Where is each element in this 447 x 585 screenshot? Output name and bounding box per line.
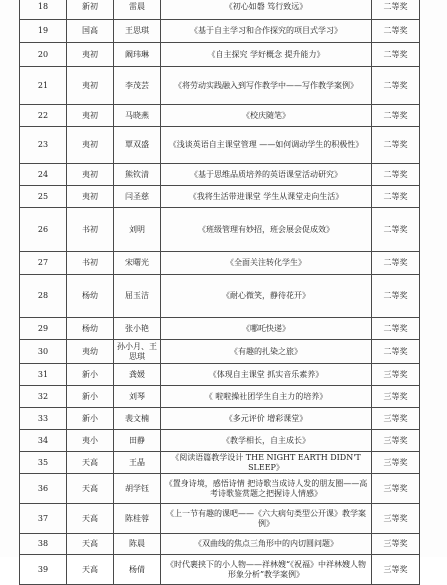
award-level-cell: 三等奖 — [372, 386, 420, 408]
award-level-cell: 三等奖 — [372, 534, 420, 555]
school-cell: 新初 — [67, 0, 114, 20]
table-row — [20, 474, 420, 504]
award-level-cell: 二等奖 — [372, 252, 420, 275]
row-number-cell: 24 — [20, 164, 67, 186]
teacher-name-cell: 陈晨 — [114, 534, 161, 555]
award-level-cell: 二等奖 — [372, 105, 420, 127]
paper-title-cell: 《自主探究 学好概念 提升能力》 — [161, 43, 372, 67]
teacher-name-cell: 刘明 — [114, 208, 161, 252]
award-level-cell: 二等奖 — [372, 186, 420, 208]
teacher-name-cell: 陈桂蓉 — [114, 504, 161, 534]
paper-title-cell: 《全面关注转化学生》 — [161, 252, 372, 275]
row-number-cell: 37 — [20, 504, 67, 534]
school-cell: 夷初 — [67, 43, 114, 67]
table-row — [20, 67, 420, 105]
table-row — [20, 275, 420, 318]
table-row — [20, 186, 420, 208]
teacher-name-cell: 阚玮琳 — [114, 43, 161, 67]
row-number-cell: 31 — [20, 364, 67, 386]
paper-title-cell: 《时代裹挟下的小人物——祥林嫂“《祝福》中祥林嫂人物形象分析”教学案例》 — [161, 555, 372, 585]
table-row — [20, 430, 420, 452]
school-cell: 新小 — [67, 408, 114, 430]
paper-title-cell: 《初心如磐 笃行致远》 — [161, 0, 372, 20]
teacher-name-cell: 宋曙光 — [114, 252, 161, 275]
table-row — [20, 127, 420, 164]
award-level-cell: 二等奖 — [372, 127, 420, 164]
school-cell: 夷初 — [67, 127, 114, 164]
table-row — [20, 208, 420, 252]
teacher-name-cell: 王思琪 — [114, 20, 161, 43]
paper-title-cell: 《 啦啦操社团学生自主力的培养》 — [161, 386, 372, 408]
award-level-cell: 三等奖 — [372, 430, 420, 452]
school-cell: 新小 — [67, 386, 114, 408]
paper-title-cell: 《我将生活带进课堂 学生从课堂走向生活》 — [161, 186, 372, 208]
table-row — [20, 534, 420, 555]
teacher-name-cell: 裴文楠 — [114, 408, 161, 430]
award-level-cell: 二等奖 — [372, 275, 420, 318]
award-level-cell: 二等奖 — [372, 208, 420, 252]
table-row — [20, 164, 420, 186]
table-row — [20, 105, 420, 127]
table-row — [20, 318, 420, 340]
paper-title-cell: 《耐心微笑，静待花开》 — [161, 275, 372, 318]
paper-title-cell: 《班级管理有妙招，班会展会促成效》 — [161, 208, 372, 252]
teacher-name-cell: 张小艳 — [114, 318, 161, 340]
school-cell: 新小 — [67, 364, 114, 386]
award-level-cell: 三等奖 — [372, 504, 420, 534]
table-row — [20, 555, 420, 585]
row-number-cell: 36 — [20, 474, 67, 504]
award-level-cell: 二等奖 — [372, 20, 420, 43]
teacher-name-cell: 雷晨 — [114, 0, 161, 20]
teacher-name-cell: 龚媛 — [114, 364, 161, 386]
school-cell: 夷初 — [67, 164, 114, 186]
row-number-cell: 29 — [20, 318, 67, 340]
teacher-name-cell: 刘琴 — [114, 386, 161, 408]
award-level-cell: 三等奖 — [372, 452, 420, 474]
row-number-cell: 28 — [20, 275, 67, 318]
paper-title-cell: 《浅谈英语自主课堂管理 ——如何调动学生的积极性》 — [161, 127, 372, 164]
row-number-cell: 38 — [20, 534, 67, 555]
row-number-cell: 22 — [20, 105, 67, 127]
paper-title-cell: 《体现自主课堂 抓实音乐素养》 — [161, 364, 372, 386]
teacher-name-cell: 杨倩 — [114, 555, 161, 585]
table-row — [20, 408, 420, 430]
row-number-cell: 27 — [20, 252, 67, 275]
award-level-cell: 三等奖 — [372, 408, 420, 430]
teacher-name-cell: 田静 — [114, 430, 161, 452]
paper-title-cell: 《将劳动实践融入到写作教学中——写作教学案例》 — [161, 67, 372, 105]
award-level-cell: 二等奖 — [372, 164, 420, 186]
row-number-cell: 35 — [20, 452, 67, 474]
school-cell: 天高 — [67, 534, 114, 555]
school-cell: 杨幼 — [67, 275, 114, 318]
teacher-name-cell: 屈玉洁 — [114, 275, 161, 318]
teacher-name-cell: 覃双盛 — [114, 127, 161, 164]
teacher-name-cell: 熊钦清 — [114, 164, 161, 186]
school-cell: 杨幼 — [67, 318, 114, 340]
paper-title-cell: 《基于自主学习和合作探究的项目式学习》 — [161, 20, 372, 43]
row-number-cell: 39 — [20, 555, 67, 585]
school-cell: 天高 — [67, 504, 114, 534]
paper-title-cell: 《阅读语篇教学设计 THE NIGHT EARTH DIDN'T SLEEP》 — [161, 452, 372, 474]
award-level-cell: 三等奖 — [372, 555, 420, 585]
paper-title-cell: 《有趣的扎染之旅》 — [161, 340, 372, 364]
table-row — [20, 452, 420, 474]
teacher-name-cell: 胡学钰 — [114, 474, 161, 504]
row-number-cell: 34 — [20, 430, 67, 452]
row-number-cell: 18 — [20, 0, 67, 20]
teacher-name-cell: 孙小月、王思琪 — [114, 340, 161, 364]
row-number-cell: 23 — [20, 127, 67, 164]
school-cell: 天高 — [67, 452, 114, 474]
school-cell: 夷幼 — [67, 340, 114, 364]
school-cell: 天高 — [67, 474, 114, 504]
row-number-cell: 26 — [20, 208, 67, 252]
table-row — [20, 20, 420, 43]
teacher-name-cell: 王晶 — [114, 452, 161, 474]
paper-title-cell: 《多元评价 增彩课堂》 — [161, 408, 372, 430]
table-row — [20, 504, 420, 534]
paper-title-cell: 《基于思维品质培养的英语课堂活动研究》 — [161, 164, 372, 186]
row-number-cell: 25 — [20, 186, 67, 208]
paper-title-cell: 《双曲线的焦点三角形中的内切圆问题》 — [161, 534, 372, 555]
school-cell: 夷初 — [67, 67, 114, 105]
paper-title-cell: 《哪吒快递》 — [161, 318, 372, 340]
school-cell: 夷初 — [67, 186, 114, 208]
paper-title-cell: 《上一节有趣的课吧——《六大病句类型公开课》教学案例》 — [161, 504, 372, 534]
paper-title-cell: 《教学相长，自主成长》 — [161, 430, 372, 452]
award-level-cell: 二等奖 — [372, 340, 420, 364]
award-level-cell: 二等奖 — [372, 43, 420, 67]
row-number-cell: 20 — [20, 43, 67, 67]
school-cell: 天高 — [67, 555, 114, 585]
paper-title-cell: 《校庆随笔》 — [161, 105, 372, 127]
award-level-cell: 三等奖 — [372, 364, 420, 386]
teacher-name-cell: 闫圣慈 — [114, 186, 161, 208]
school-cell: 夷小 — [67, 430, 114, 452]
paper-title-cell: 《置身诗境，感悟诗情 把诗歌当成诗人发的朋友圈——高考诗歌鉴赏题之把握诗人情感》 — [161, 474, 372, 504]
row-number-cell: 32 — [20, 386, 67, 408]
school-cell: 书初 — [67, 252, 114, 275]
teacher-name-cell: 李茂芸 — [114, 67, 161, 105]
table-row — [20, 252, 420, 275]
table-row — [20, 386, 420, 408]
row-number-cell: 19 — [20, 20, 67, 43]
row-number-cell: 33 — [20, 408, 67, 430]
table-row — [20, 0, 420, 20]
school-cell: 国高 — [67, 20, 114, 43]
row-number-cell: 30 — [20, 340, 67, 364]
award-level-cell: 二等奖 — [372, 318, 420, 340]
award-level-cell: 二等奖 — [372, 0, 420, 20]
award-level-cell: 三等奖 — [372, 474, 420, 504]
awards-table — [19, 0, 420, 585]
row-number-cell: 21 — [20, 67, 67, 105]
table-row — [20, 364, 420, 386]
awards-table-body — [20, 0, 420, 585]
award-level-cell: 二等奖 — [372, 67, 420, 105]
school-cell: 夷初 — [67, 105, 114, 127]
table-row — [20, 340, 420, 364]
school-cell: 书初 — [67, 208, 114, 252]
table-row — [20, 43, 420, 67]
teacher-name-cell: 马晓燕 — [114, 105, 161, 127]
